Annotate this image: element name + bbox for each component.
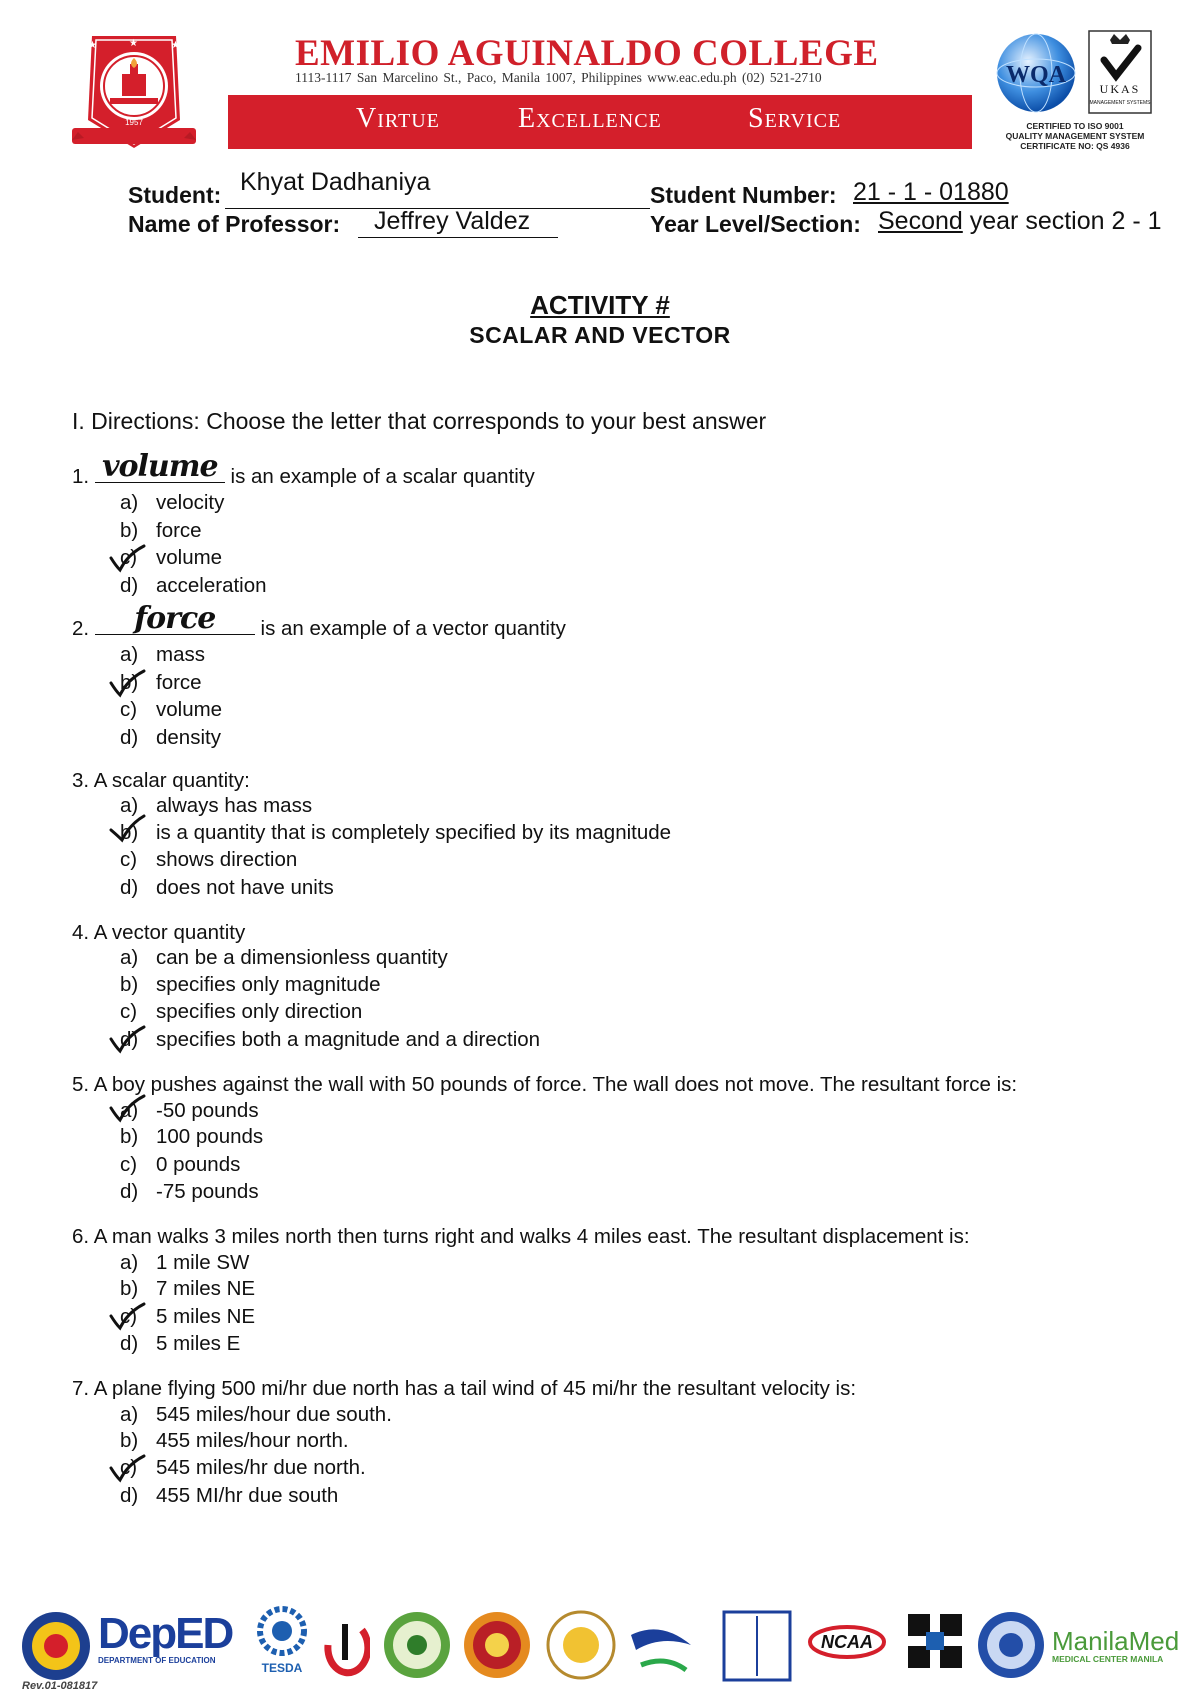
question-1: 1. volume is an example of a scalar quantity — [72, 449, 535, 488]
option-2d: d) density — [120, 726, 221, 749]
question-5: 5. A boy pushes against the wall with 50 pounds of force. The wall does not move. The resultant force is: — [72, 1073, 1018, 1096]
option-6d: d) 5 miles E — [120, 1332, 241, 1355]
year-section-rest: year section 2 - 1 — [962, 207, 1162, 235]
option-3a: a) always has mass — [120, 794, 313, 817]
option-2a: a) mass — [120, 643, 205, 666]
asa-ihl-logo — [722, 1610, 792, 1682]
year-section-label: Year Level/Section: — [650, 211, 861, 237]
fi-logo — [320, 1610, 370, 1680]
blue-seal-icon — [976, 1610, 1046, 1680]
iso-certification-text — [990, 121, 1160, 151]
answer-blank — [95, 601, 255, 636]
wqa-globe-logo — [995, 32, 1077, 114]
answer-blank — [95, 449, 225, 484]
option-6b: b) 7 miles NE — [120, 1277, 256, 1300]
option-6a: a) 1 mile SW — [120, 1251, 250, 1274]
svg-text:★: ★ — [171, 40, 180, 51]
option-3b: b) is a quantity that is completely specified by its magnitude — [120, 821, 672, 844]
revision-code: Rev.01-081817 — [22, 1680, 98, 1692]
option-7a: a) 545 miles/hour due south. — [120, 1403, 392, 1426]
option-3c: c) shows direction — [120, 848, 298, 871]
option-2c: c) volume — [120, 698, 223, 721]
question-6: 6. A man walks 3 miles north then turns right and walks 4 miles east. The resultant displacement is: — [72, 1225, 970, 1248]
college-seal-logo — [70, 28, 198, 156]
cert-line: QUALITY MANAGEMENT SYSTEM — [1005, 131, 1145, 141]
student-name-value: Khyat Dadhaniya — [240, 168, 431, 196]
activity-subtitle: SCALAR AND VECTOR — [469, 322, 731, 348]
cert-line: CERTIFIED TO ISO 9001 — [1026, 121, 1124, 131]
check-mark-icon — [108, 669, 146, 699]
option-5a: a) -50 pounds — [120, 1099, 259, 1122]
green-seal-icon — [382, 1610, 452, 1680]
svg-text:MANAGEMENT SYSTEMS: MANAGEMENT SYSTEMS — [1089, 100, 1151, 106]
handwritten-answer: force — [134, 601, 216, 636]
svg-text:UKAS: UKAS — [1099, 82, 1141, 96]
question-7: 7. A plane flying 500 mi/hr due north has a tail wind of 45 mi/hr the resultant velocity is: — [72, 1377, 857, 1400]
option-5c: c) 0 pounds — [120, 1153, 241, 1176]
ched-seal-icon — [20, 1610, 92, 1682]
cert-line: CERTIFICATE NO: QS 4936 — [1020, 141, 1130, 151]
swoosh-logo — [626, 1610, 696, 1680]
option-7d: d) 455 MI/hr due south — [120, 1484, 339, 1507]
question-3: 3. A scalar quantity: — [72, 769, 250, 792]
option-1c: c) volume — [120, 546, 223, 569]
directions-text: I. Directions: Choose the letter that corresponds to your best answer — [72, 408, 767, 434]
svg-text:★: ★ — [88, 40, 97, 51]
year-section-value — [878, 207, 1162, 236]
svg-text:1957: 1957 — [125, 118, 143, 127]
student-number-value: 21 - 1 - 01880 — [853, 178, 1009, 206]
check-mark-icon — [108, 1454, 146, 1484]
option-4a: a) can be a dimensionless quantity — [120, 946, 448, 969]
option-5b: b) 100 pounds — [120, 1125, 264, 1148]
college-address: 1113-1117 San Marcelino St., Paco, Manila 1007, Philippines www.eac.edu.ph (02) 521-2710 — [295, 70, 822, 85]
option-4c: c) specifies only direction — [120, 1000, 363, 1023]
dost-logo — [904, 1610, 966, 1680]
professor-underline — [358, 237, 558, 238]
option-4d: d) specifies both a magnitude and a direction — [120, 1028, 541, 1051]
option-3d: d) does not have units — [120, 876, 334, 899]
option-1d: d) acceleration — [120, 574, 267, 597]
check-mark-icon — [108, 544, 146, 574]
question-4: 4. A vector quantity — [72, 921, 246, 944]
deped-logo: DepED DEPARTMENT OF EDUCATION — [98, 1609, 233, 1665]
option-1a: a) velocity — [120, 491, 225, 514]
gear-icon — [256, 1606, 308, 1656]
student-number-label: Student Number: — [650, 182, 837, 208]
tesda-logo: TESDA — [252, 1606, 312, 1675]
option-1b: b) force — [120, 519, 202, 542]
motto-service: Service — [748, 103, 842, 134]
svg-text:★: ★ — [129, 38, 138, 49]
paascu-seal-icon — [462, 1610, 532, 1680]
motto-excellence: Excellence — [518, 103, 662, 134]
manilamed-logo: ManilaMed MEDICAL CENTER MANILA — [1052, 1626, 1180, 1664]
check-mark-icon — [108, 1025, 146, 1055]
option-7b: b) 455 miles/hour north. — [120, 1429, 349, 1452]
check-mark-icon — [108, 814, 146, 844]
check-mark-icon — [108, 1302, 146, 1332]
motto-bar — [228, 95, 972, 149]
ukas-certification-logo — [1088, 30, 1152, 114]
professor-name-value: Jeffrey Valdez — [374, 207, 531, 235]
college-name: EMILIO AGUINALDO COLLEGE — [295, 33, 879, 74]
ncaa-logo: NCAA — [808, 1622, 886, 1662]
handwritten-answer: volume — [102, 449, 218, 484]
student-label: Student: — [128, 182, 222, 208]
check-mark-icon — [108, 1094, 146, 1124]
option-2b: b) force — [120, 671, 202, 694]
lamp-seal-icon — [546, 1610, 616, 1680]
year-section-underlined: Second — [878, 207, 963, 235]
motto-virtue: Virtue — [356, 103, 440, 134]
professor-label: Name of Professor: — [128, 211, 341, 237]
svg-text:WQA: WQA — [1006, 62, 1066, 88]
option-4b: b) specifies only magnitude — [120, 973, 381, 996]
option-7c: c) 545 miles/hr due north. — [120, 1456, 366, 1479]
option-5d: d) -75 pounds — [120, 1180, 259, 1203]
question-2: 2. force is an example of a vector quantity — [72, 601, 566, 640]
activity-title: ACTIVITY # — [530, 290, 670, 320]
option-6c: c) 5 miles NE — [120, 1305, 256, 1328]
